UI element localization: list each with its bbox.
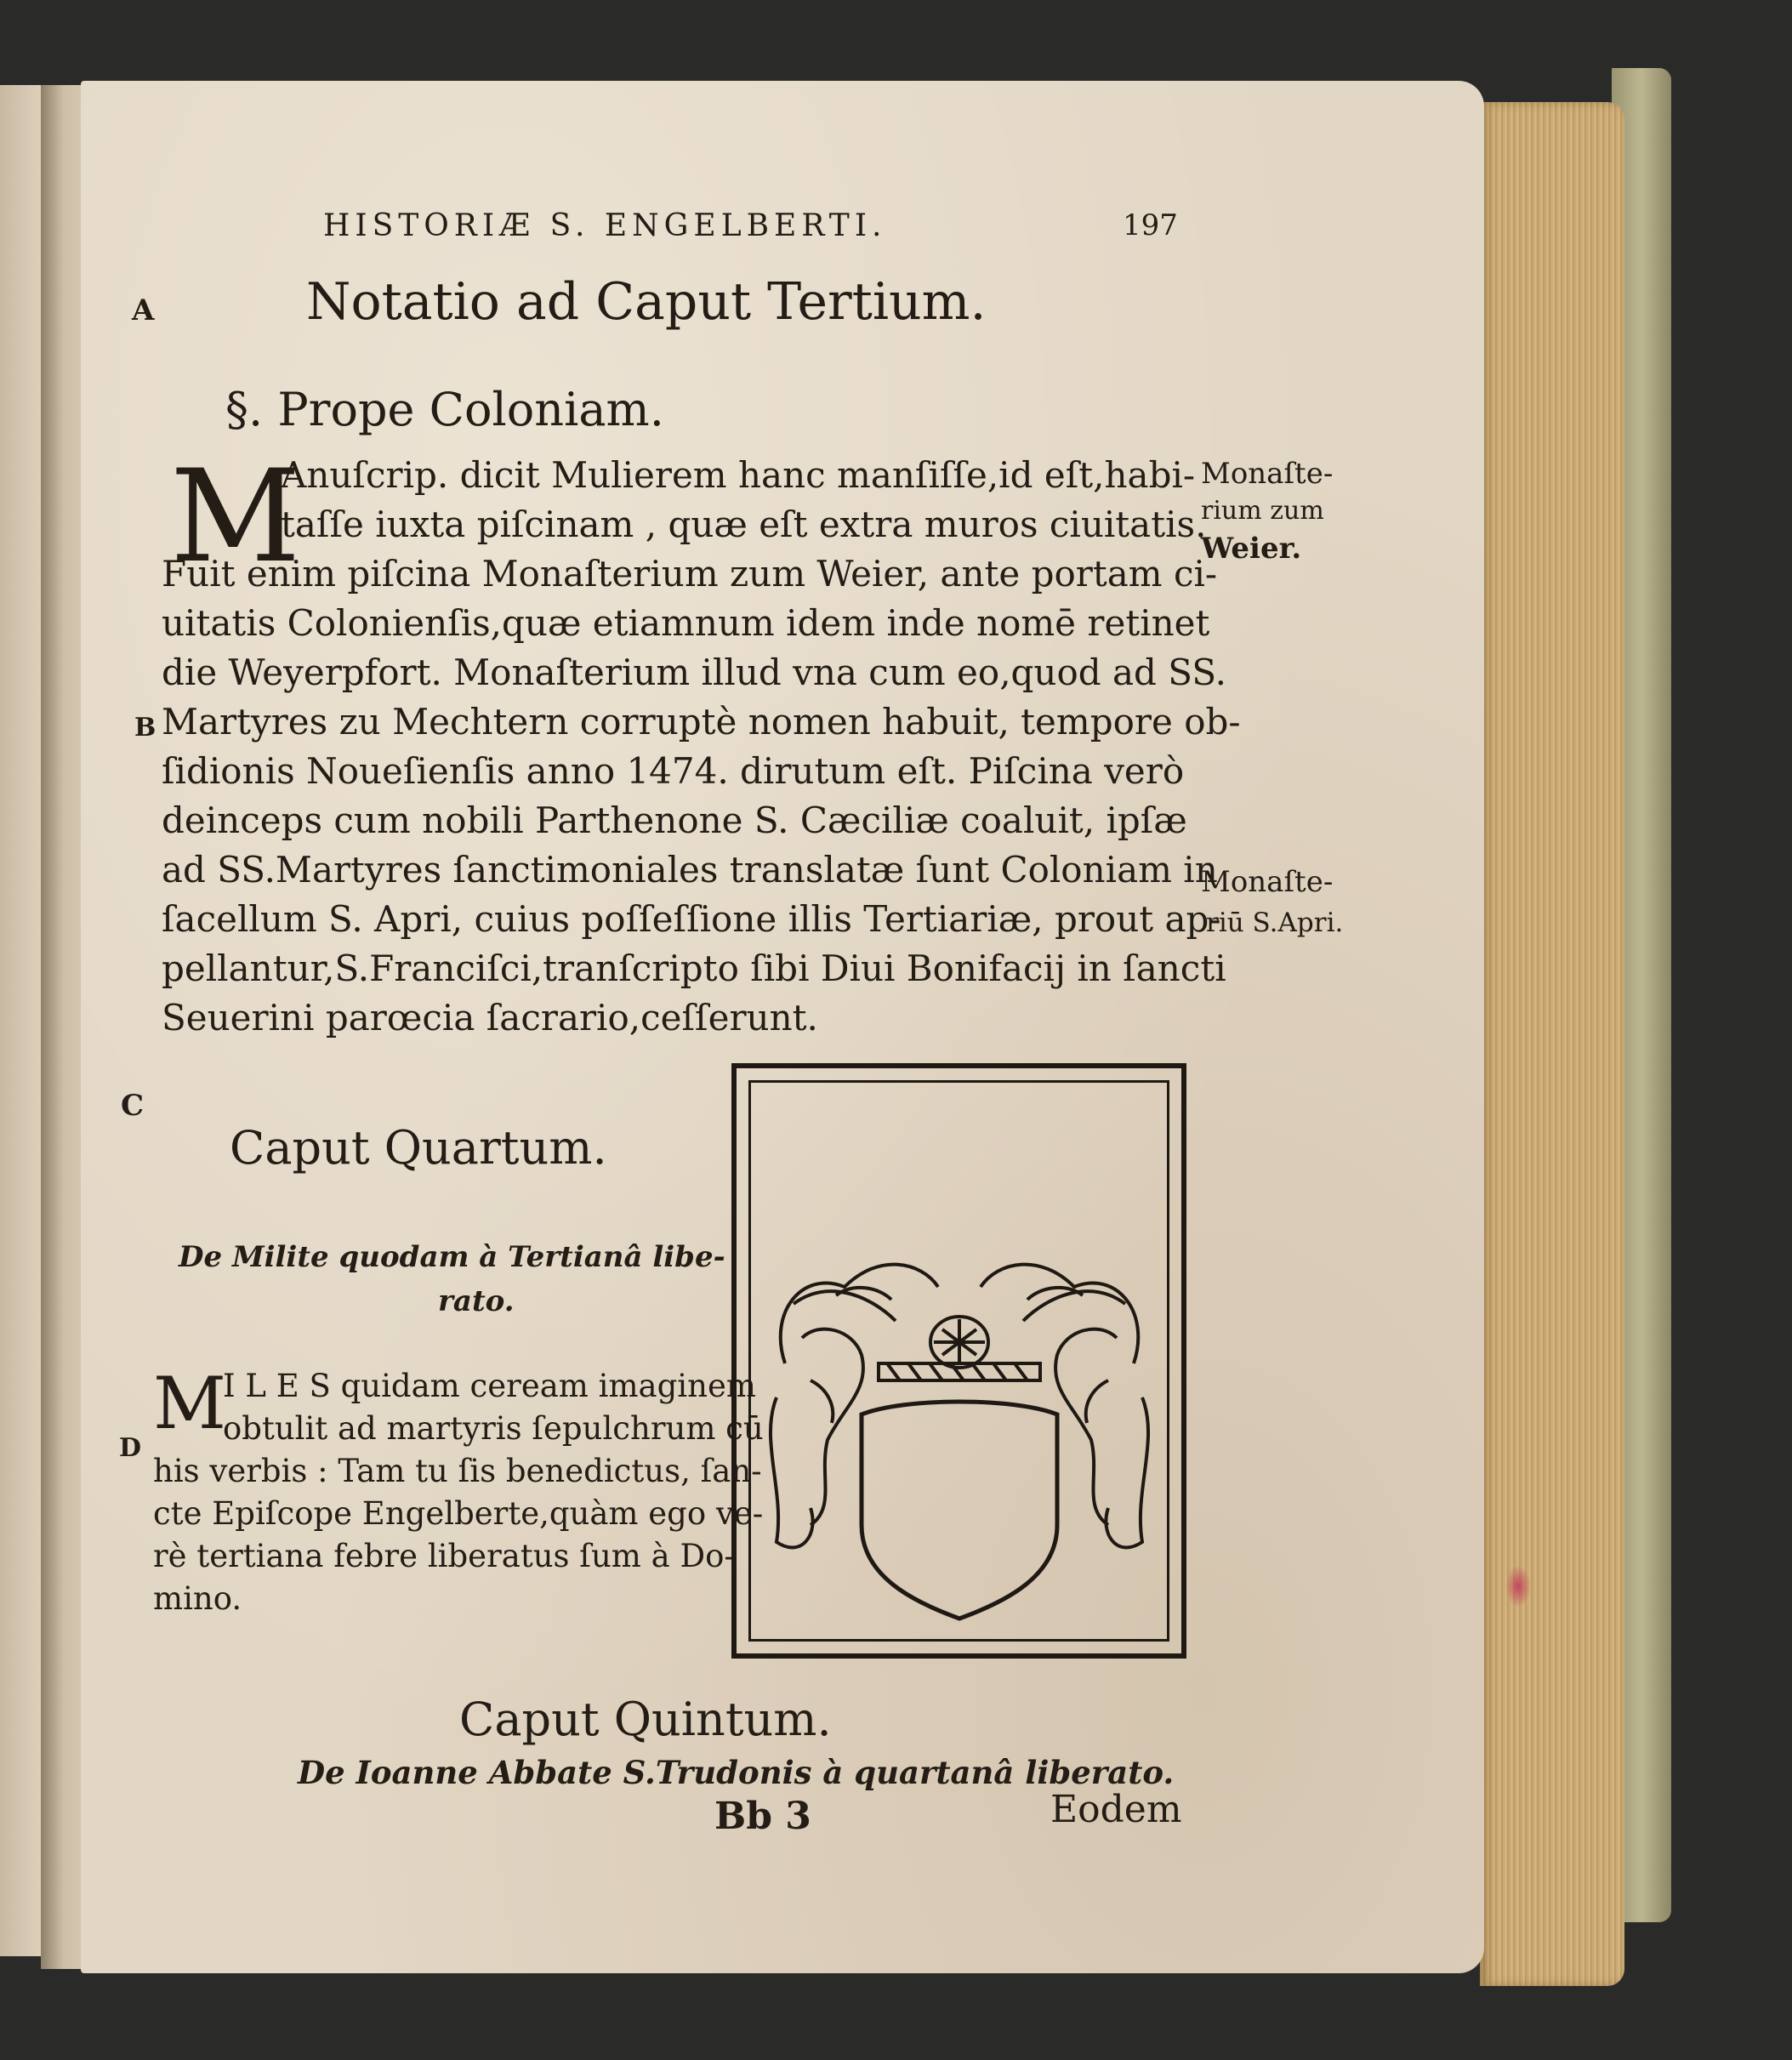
section-heading: §. Prope Coloniam. [225, 383, 664, 436]
caput-quartum-line-1: I L E S quidam ceream imaginem [223, 1368, 756, 1404]
notatio-line-10: ſacellum S. Apri, cuius poſſeſſione illis Tertiariæ, prout ap- [162, 898, 1221, 940]
coat-of-arms-woodcut [751, 1083, 1167, 1639]
notatio-line-1: Anuſcrip. dicit Mulierem hanc manſiſſe,id eſt,habi- [281, 454, 1196, 496]
sidenote-2-line-1: Monaſte- [1201, 865, 1334, 899]
notatio-line-6: Martyres zu Mechtern corruptè nomen habuit, tempore ob- [162, 701, 1241, 743]
caput-quartum-line-6: mino. [153, 1580, 242, 1617]
caput-quartum-line-5: rè tertiana febre liberatus ſum à Do- [153, 1538, 735, 1574]
caput-quartum-subtitle-2: rato. [438, 1284, 515, 1318]
notatio-line-12: Seuerini parœcia ſacrario,ceſſerunt. [162, 997, 818, 1039]
margin-letter-a: A [132, 293, 155, 327]
sidenote-1-line-1: Monaſte- [1201, 457, 1334, 491]
woodcut-frame [731, 1063, 1186, 1659]
caput-quartum-subtitle-1: De Milite quodam à Tertianâ libe- [179, 1240, 725, 1274]
caput-quartum-line-3: his verbis : Tam tu ſis benedictus, ſan- [153, 1453, 762, 1489]
notatio-line-7: ſidionis Noueſienſis anno 1474. dirutum eſt. Piſcina verò [162, 750, 1185, 792]
notatio-line-5: die Weyerpfort. Monaſterium illud vna cum eo,quod ad SS. [162, 652, 1226, 693]
notatio-line-9: ad SS.Martyres ſanctimoniales translatæ ſunt Coloniam in [162, 849, 1218, 891]
drop-cap-m: M [170, 443, 301, 591]
sidenote-1-line-3: Weier. [1201, 532, 1302, 566]
notatio-line-3: Fuit enim piſcina Monaſterium zum Weier, ante portam ci- [162, 553, 1218, 595]
caput-quintum-subtitle: De Ioanne Abbate S.Trudonis à quartanâ liberato. [298, 1754, 1175, 1791]
catchword: Eodem [1050, 1788, 1182, 1831]
notatio-heading: Notatio ad Caput Tertium. [306, 272, 987, 332]
woodcut-inner-border [748, 1080, 1169, 1642]
margin-letter-b: B [134, 713, 156, 743]
notatio-line-4: uitatis Colonienſis,quæ etiamnum idem inde nomē retinet [162, 602, 1210, 644]
page-block-edge [1480, 102, 1624, 1986]
caput-quintum-heading: Caput Quintum. [459, 1693, 832, 1746]
sidenote-2-line-2: riū S.Apri. [1206, 908, 1344, 938]
notatio-line-11: pellantur,S.Franciſci,tranſcripto ſibi Diui Bonifacij in ſancti [162, 947, 1226, 989]
notatio-line-2: taſſe iuxta piſcinam , quæ eſt extra muros ciuitatis. [281, 504, 1207, 545]
red-ink-mark [1505, 1565, 1531, 1608]
running-head-title: HISTORIÆ S. ENGELBERTI. [323, 208, 887, 243]
caput-quartum-line-4: cte Epiſcope Engelberte,quàm ego ve- [153, 1495, 764, 1532]
margin-letter-c: C [121, 1089, 145, 1123]
margin-letter-d: D [119, 1433, 142, 1463]
notatio-line-8: deinceps cum nobili Parthenone S. Cæciliæ coaluit, ipſæ [162, 800, 1187, 841]
signature-mark: Bb 3 [714, 1795, 811, 1838]
sidenote-1-line-2: rium zum [1201, 496, 1324, 526]
drop-cap-m-small: M [153, 1362, 227, 1445]
caput-quartum-heading: Caput Quartum. [230, 1121, 607, 1175]
caput-quartum-line-2: obtulit ad martyris ſepulchrum cū [223, 1410, 764, 1447]
page-number: 197 [1123, 208, 1178, 242]
